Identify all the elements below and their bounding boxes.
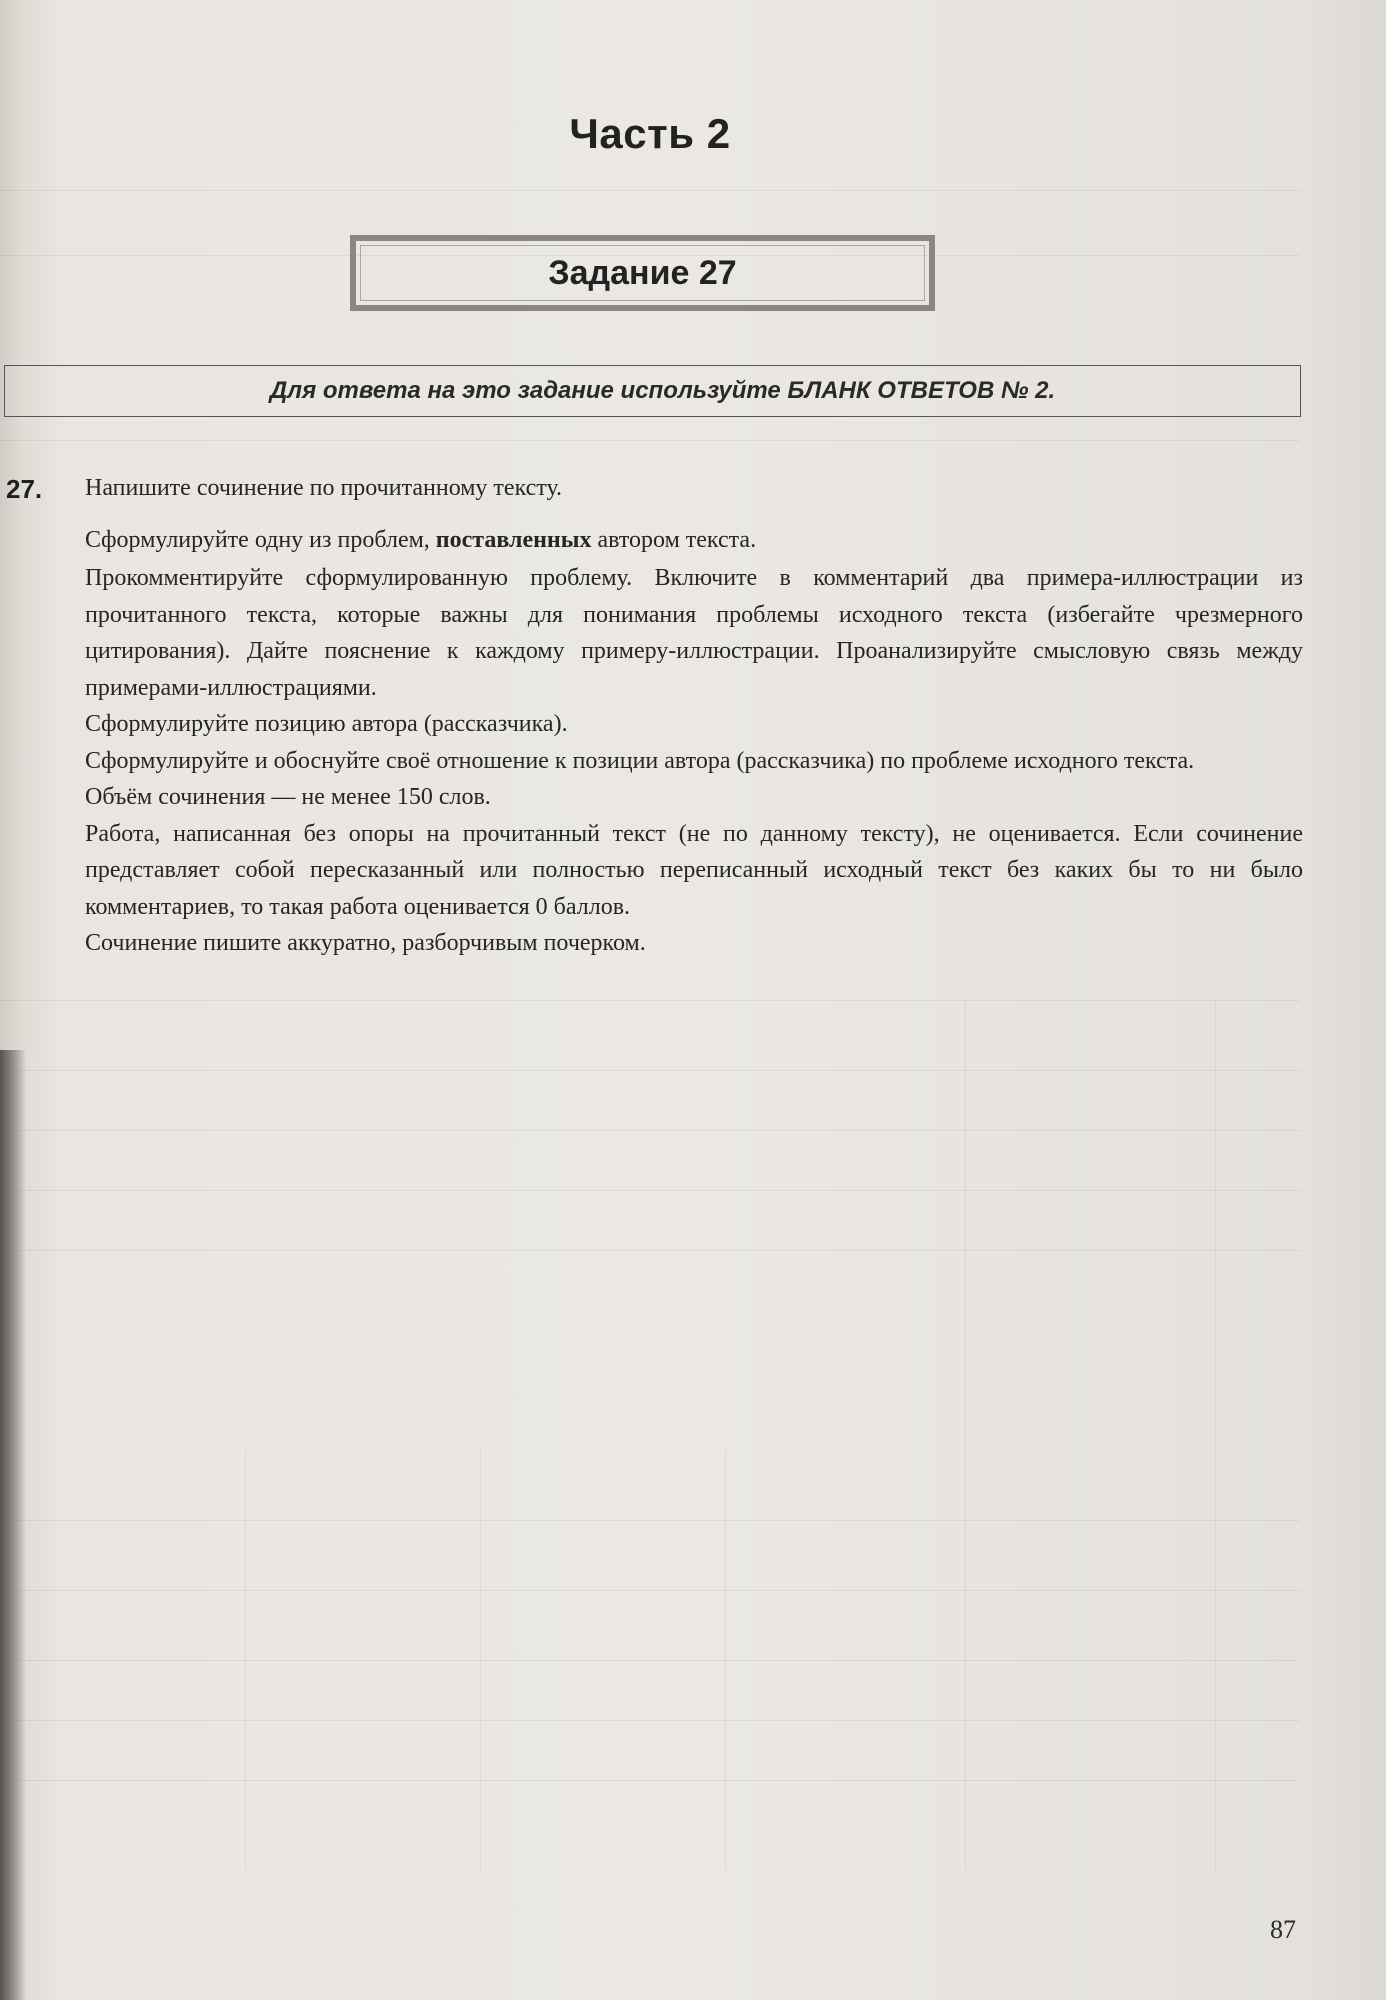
question-paragraph: Работа, написанная без опоры на прочитанный текст (не по данному тексту), не оценивается. Если сочинение представляет собой пересказанный или полностью переписанный исходный текст без каких бы то ни было комментариев, то такая работа оценивается 0 баллов. <box>85 820 1303 920</box>
bleed-line <box>0 1590 1300 1591</box>
bleed-line <box>0 440 1300 441</box>
bleed-line <box>0 1250 1300 1251</box>
bleed-line <box>0 1000 1300 1001</box>
instruction-box <box>4 365 1301 417</box>
instruction-text: Для ответа на это задание используйте БЛАНК ОТВЕТОВ № 2. <box>269 377 1056 404</box>
bleed-line <box>725 1450 726 1870</box>
question-number: 27. <box>6 474 43 504</box>
task-title: Задание 27 <box>548 253 737 292</box>
question-paragraph: Объём сочинения — не менее 150 слов. <box>85 784 491 810</box>
bleed-line <box>0 1070 1300 1071</box>
bleed-line <box>0 1720 1300 1721</box>
binding-shadow <box>0 1050 26 2000</box>
text-run: автором текста. <box>591 526 757 553</box>
bleed-line <box>0 1780 1300 1781</box>
bold-text-run: поставленных <box>435 526 592 553</box>
question-paragraph <box>85 522 1303 559</box>
bleed-line <box>0 1130 1300 1131</box>
question-paragraph: Сформулируйте позицию автора (рассказчика). <box>85 711 568 737</box>
question-paragraph: Напишите сочинение по прочитанному тексту. <box>85 475 563 501</box>
bleed-line <box>480 1450 481 1870</box>
bleed-line <box>965 1000 966 1870</box>
page-number: 87 <box>1270 1915 1296 1944</box>
bleed-line <box>0 1660 1300 1661</box>
text-run: Сформулируйте одну из проблем, <box>85 526 436 553</box>
bleed-line <box>245 1450 246 1870</box>
question-paragraph: Сочинение пишите аккуратно, разборчивым почерком. <box>85 930 646 956</box>
bleed-line <box>0 1520 1300 1521</box>
question-body <box>85 470 1303 962</box>
bleed-line <box>0 190 1300 191</box>
bleed-line <box>1215 1000 1216 1870</box>
question-paragraph: Сформулируйте и обоснуйте своё отношение к позиции автора (рассказчика) по проблеме исходного текста. <box>85 747 1195 774</box>
bleed-line <box>0 1190 1300 1191</box>
part-title: Часть 2 <box>569 110 731 157</box>
question-paragraph: Прокомментируйте сформулированную проблему. Включите в комментарий два примера-иллюстрации из прочитанного текста, которые важны для понимания проблемы исходного текста (избегайте чрезмерного цитирования). Дайте пояснение к каждому примеру-иллюстрации. Проанализируйте смысловую связь между примерами-иллюстрациями. <box>85 565 1303 701</box>
task-title-box <box>350 235 935 311</box>
